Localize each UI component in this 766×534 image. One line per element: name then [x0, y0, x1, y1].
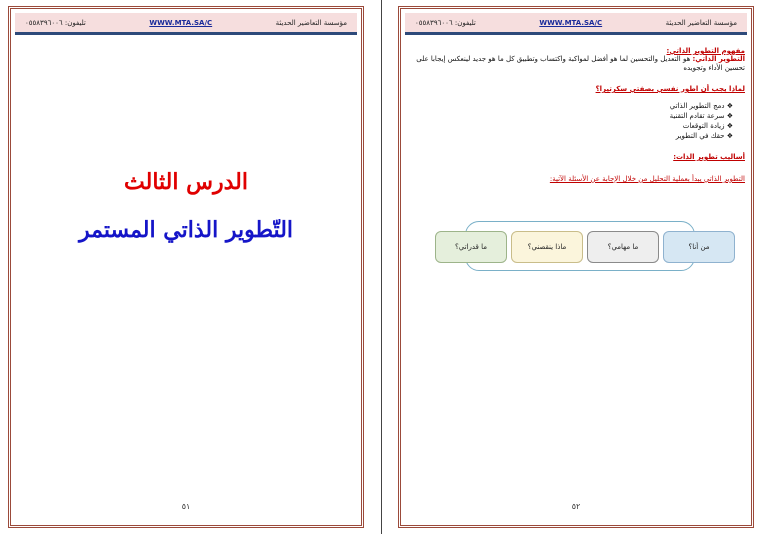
list-item: ❖ زيادة التوقعات [407, 121, 733, 131]
page-divider [381, 0, 382, 534]
page-header [15, 13, 357, 35]
page-content [407, 47, 745, 183]
why-heading: لماذا يجب أن اطور نفسي بصفتي سكرتيرا؟ [595, 85, 745, 93]
definition-label: التطوير الذاتي: [692, 55, 745, 63]
self-analysis-cycle [425, 219, 735, 279]
methods-heading: أساليب تطوير الذات: [673, 153, 745, 161]
lesson-subtitle: التّطوير الذاتي المستمر [78, 217, 294, 243]
page-right [398, 6, 754, 528]
page-number: ٥٢ [571, 502, 581, 511]
concept-heading: مفهوم التطوير الذاتي: [666, 47, 745, 55]
reasons-list [407, 101, 745, 141]
website-link[interactable]: WWW.MTA.SA/C [149, 18, 213, 27]
cycle-box-who-am-i: من أنا؟ [663, 231, 735, 263]
page-left [8, 6, 364, 528]
lesson-title: الدرس الثالث [124, 169, 248, 195]
org-name: مؤسسة التعاضير الحديثة [665, 18, 737, 27]
org-name: مؤسسة التعاضير الحديثة [275, 18, 347, 27]
list-item: ❖ سرعة تقادم التقنية [407, 111, 733, 121]
phone-number: تليفون: ٠٥٥٨٣٩٦٠٠٦ [25, 18, 86, 27]
cycle-box-what-i-lack: ماذا ينقصني؟ [511, 231, 583, 263]
methods-intro: التطوير الذاتي يبدأ بعملية التحليل من خلال الإجابة عن الأسئلة الآتية: [549, 175, 745, 183]
page-number: ٥١ [181, 502, 191, 511]
page-header [405, 13, 747, 35]
website-link[interactable]: WWW.MTA.SA/C [539, 18, 603, 27]
definition-text: هو التعديل والتحسين لما هو أفضل لمواكبة واكتساب وتطبيق كل ما هو جديد لينعكس إيجابا على تحسين الأداء وتجويده [416, 55, 745, 72]
list-item: ❖ حقك في التطوير [407, 131, 733, 141]
list-item: ❖ دمج التطوير الذاتي [407, 101, 733, 111]
phone-number: تليفون: ٠٥٥٨٣٩٦٠٠٦ [415, 18, 476, 27]
cycle-box-my-abilities: ما قدراتي؟ [435, 231, 507, 263]
cycle-box-my-tasks: ما مهامي؟ [587, 231, 659, 263]
definition [407, 55, 745, 73]
